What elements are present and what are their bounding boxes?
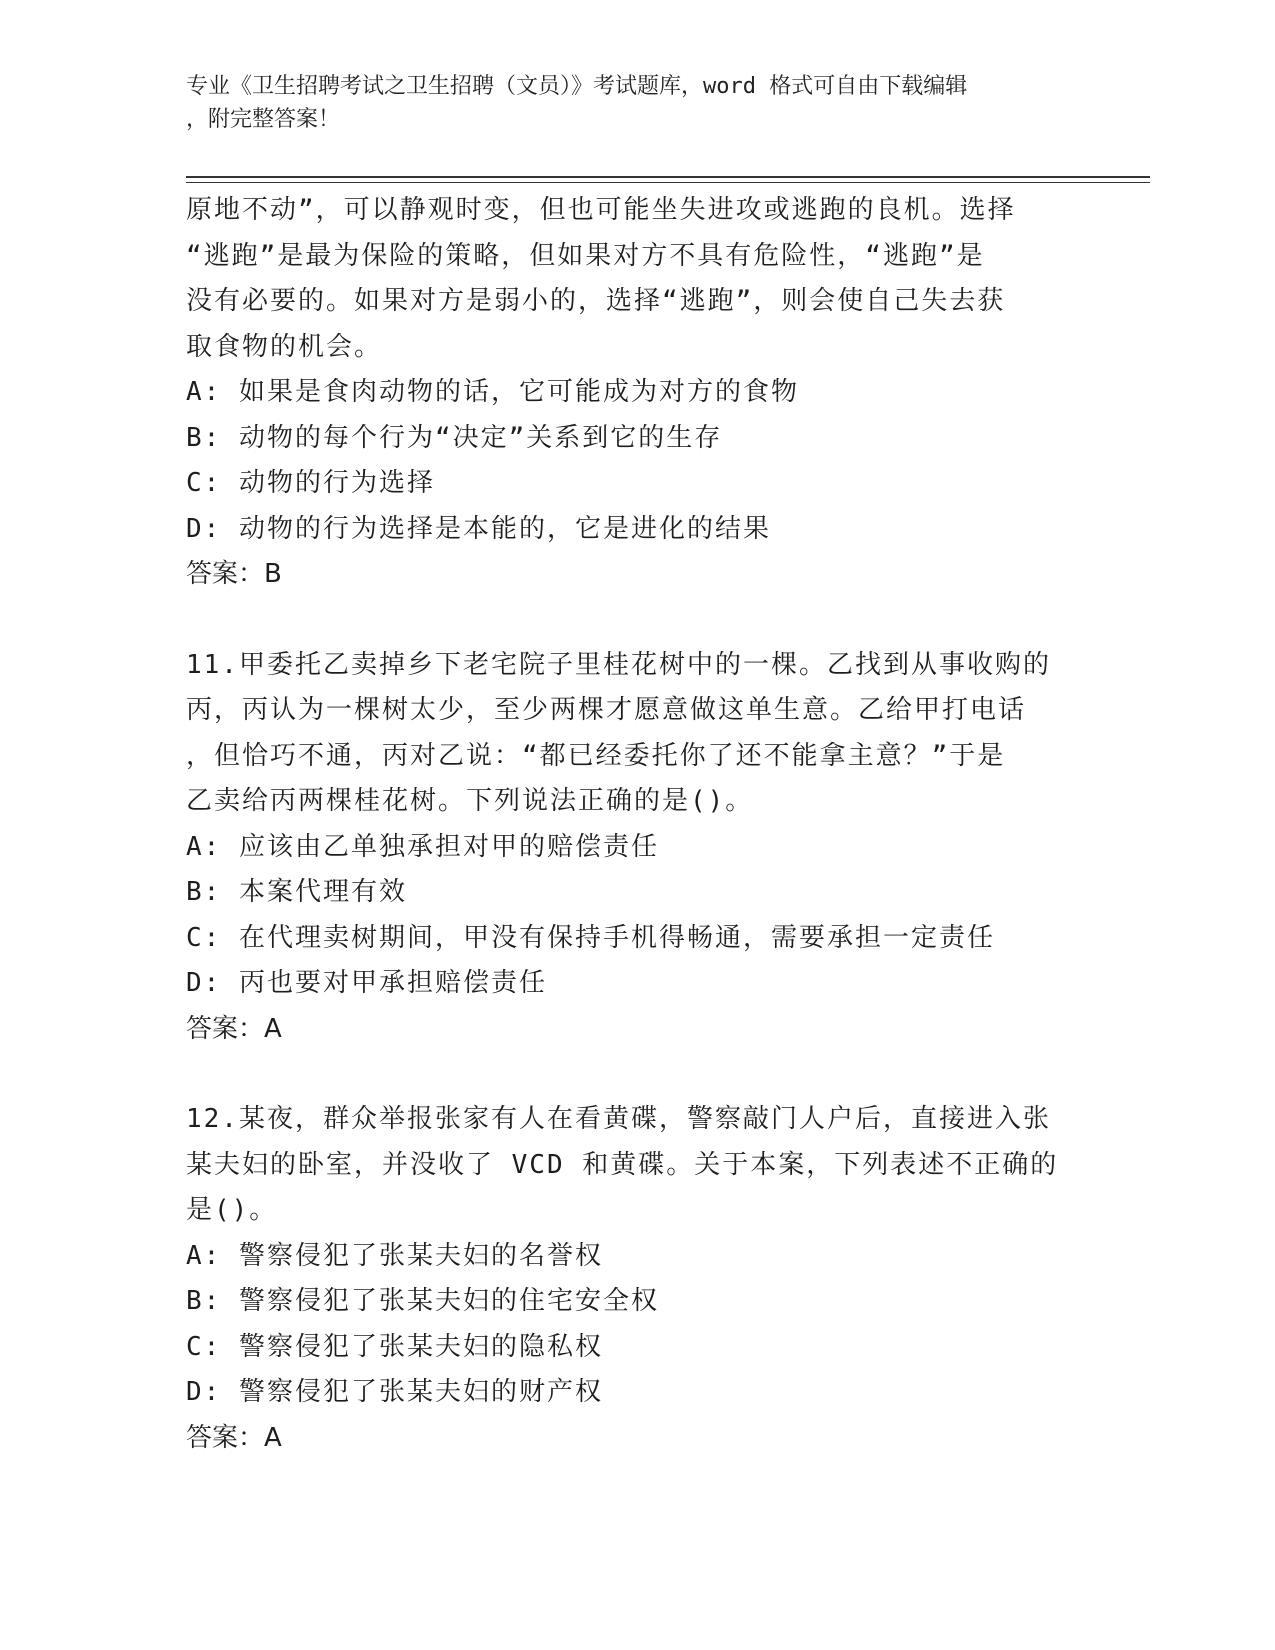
question-11 [186, 643, 1106, 1053]
header-title-line-2: ，附完整答案！ [186, 107, 341, 132]
option-a: A: 警察侵犯了张某夫妇的名誉权 [186, 1240, 603, 1271]
page-header [186, 70, 1066, 136]
option-c: C: 在代理卖树期间，甲没有保持手机得畅通，需要承担一定责任 [186, 922, 995, 953]
question-text-line: 11.甲委托乙卖掉乡下老宅院子里桂花树中的一棵。乙找到从事收购的 [186, 649, 1051, 680]
question-text-line: 乙卖给丙两棵桂花树。下列说法正确的是()。 [186, 786, 754, 816]
option-b: B: 动物的每个行为“决定”关系到它的生存 [186, 422, 723, 453]
header-divider-thin [186, 182, 1150, 183]
option-d: D: 动物的行为选择是本能的，它是进化的结果 [186, 513, 771, 544]
question-10-continued [186, 188, 1106, 598]
header-divider-thick [186, 176, 1150, 178]
question-text-line: 是()。 [186, 1195, 278, 1225]
question-text-line: 12.某夜，群众举报张家有人在看黄碟，警察敲门人户后，直接进入张 [186, 1104, 1051, 1134]
option-b: B: 本案代理有效 [186, 877, 407, 907]
question-text-line: 没有必要的。如果对方是弱小的，选择“逃跑”，则会使自己失去获 [186, 286, 1006, 316]
option-d: D: 警察侵犯了张某夫妇的财产权 [186, 1377, 603, 1407]
option-c: C: 动物的行为选择 [186, 468, 435, 498]
header-title-line-1: 专业《卫生招聘考试之卫生招聘（文员）》考试题库，word 格式可自由下载编辑 [186, 74, 968, 99]
spacer [186, 1052, 1106, 1097]
option-b: B: 警察侵犯了张某夫妇的住宅安全权 [186, 1286, 659, 1316]
option-a: A: 应该由乙单独承担对甲的赔偿责任 [186, 831, 659, 862]
question-text-line: 原地不动”，可以静观时变，但也可能坐失进攻或逃跑的良机。选择 [186, 195, 1016, 225]
question-content [186, 188, 1106, 1461]
answer-line: 答案：A [186, 1422, 282, 1453]
question-text-line: “逃跑”是最为保险的策略，但如果对方不具有危险性，“逃跑”是 [186, 240, 985, 271]
question-12 [186, 1097, 1106, 1461]
question-text-line: 取食物的机会。 [186, 331, 383, 362]
option-c: C: 警察侵犯了张某夫妇的隐私权 [186, 1331, 603, 1362]
question-text-line: 某夫妇的卧室，并没收了 VCD 和黄碟。关于本案，下列表述不正确的 [186, 1149, 1059, 1180]
answer-line: 答案：B [186, 559, 282, 589]
option-d: D: 丙也要对甲承担赔偿责任 [186, 968, 547, 998]
option-a: A: 如果是食肉动物的话，它可能成为对方的食物 [186, 377, 799, 407]
question-text-line: ，但恰巧不通，丙对乙说：“都已经委托你了还不能拿主意？”于是 [186, 740, 1006, 771]
question-text-line: 丙，丙认为一棵树太少，至少两棵才愿意做这单生意。乙给甲打电话 [186, 695, 1027, 725]
spacer [186, 598, 1106, 643]
answer-line: 答案：A [186, 1013, 282, 1044]
